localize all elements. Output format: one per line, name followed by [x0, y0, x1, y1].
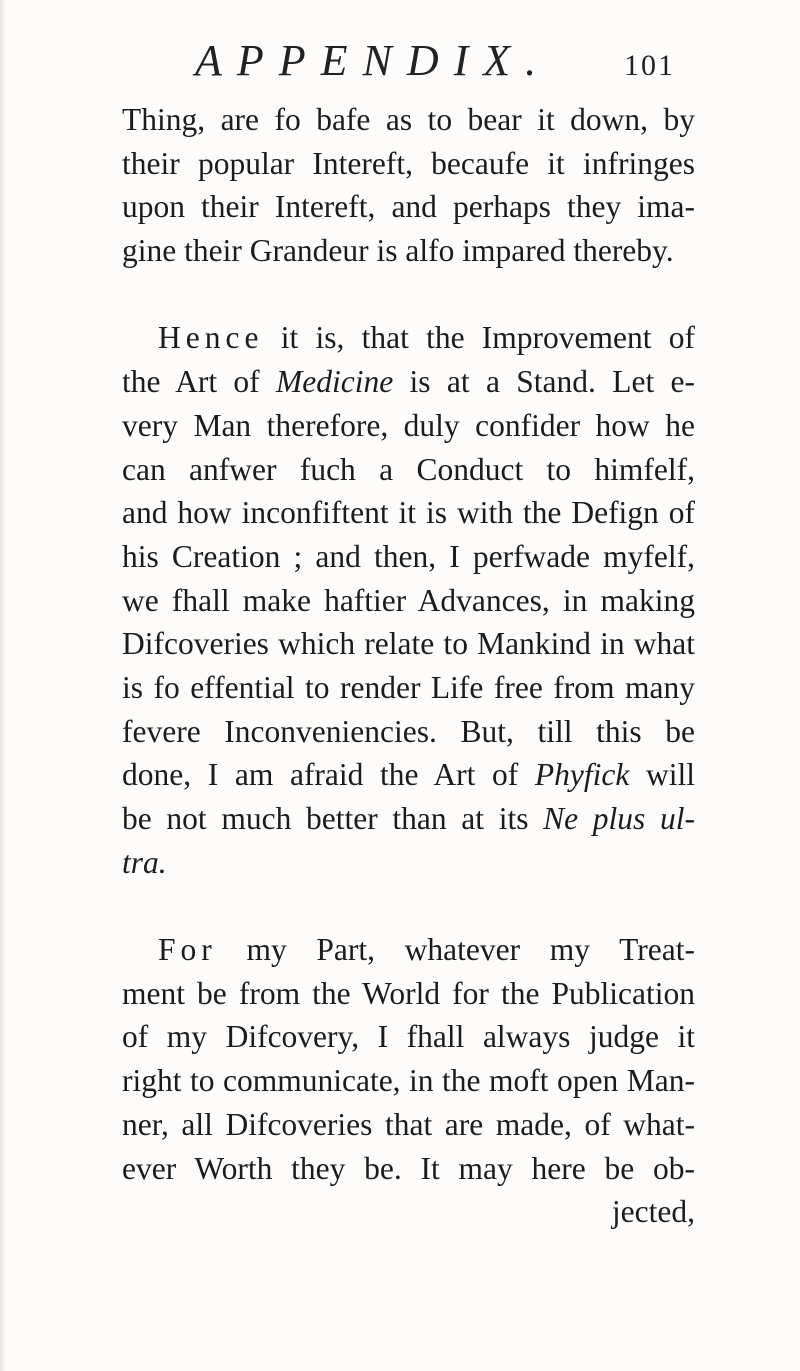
text-line: gine their Grandeur is alfo impared thereby. — [122, 233, 674, 269]
text-run: is at a Stand. Let e- — [393, 364, 696, 400]
text-run: the Art of — [122, 364, 276, 400]
text-line: of my Difcovery, I fhall always judge it — [122, 1019, 695, 1055]
text-line: can anfwer fuch a Conduct to himfelf, — [122, 451, 695, 487]
text-line: ever Worth they be. It may here be ob- — [122, 1150, 695, 1186]
italic-run: Phyfick — [534, 757, 630, 793]
text-line: very Man therefore, duly confider how he — [122, 407, 695, 443]
text-run: my Part, whatever my Treat- — [216, 932, 695, 968]
text-run: it is, that the Improvement of — [263, 320, 695, 356]
text-line: fevere Inconveniencies. But, till this be — [122, 713, 695, 749]
text-line — [122, 360, 695, 404]
text-line: right to communicate, in the moft open Man- — [122, 1063, 695, 1099]
text-line: ment be from the World for the Publication — [122, 975, 695, 1011]
text-run: done, I am afraid the Art of — [122, 757, 535, 793]
text-run: be not much better than at its — [122, 801, 544, 836]
text-line: and how inconfiftent it is with the Defign of — [122, 495, 695, 531]
text-line: Difcoveries which relate to Mankind in what — [122, 626, 695, 662]
page-header — [195, 35, 675, 95]
page-number: 101 — [624, 49, 675, 82]
text-run: will — [629, 757, 695, 793]
text-line — [122, 753, 695, 797]
text-line — [122, 797, 695, 841]
text-line: we fhall make haftier Advances, in making — [122, 582, 695, 618]
text-line: ner, all Difcoveries that are made, of what- — [122, 1106, 695, 1142]
text-line — [122, 928, 695, 972]
paragraph-gap — [122, 273, 695, 317]
body-text — [122, 98, 695, 1234]
text-line: upon their Intereft, and perhaps they ima- — [122, 189, 695, 225]
small-caps-opening: For — [158, 932, 217, 968]
text-line — [122, 316, 695, 360]
gutter-shadow — [0, 0, 6, 1371]
running-title: APPENDIX. — [195, 36, 552, 85]
text-line: tra. — [122, 844, 167, 880]
italic-run: Ne plus ul- — [543, 801, 695, 836]
italic-run: Medicine — [276, 364, 394, 400]
text-line: Thing, are fo bafe as to bear it down, by — [122, 102, 695, 137]
small-caps-opening: Hence — [158, 320, 264, 356]
text-line: their popular Intereft, becaufe it infringes — [122, 145, 695, 181]
text-line: his Creation ; and then, I perfwade myfelf, — [122, 538, 695, 574]
catchword: jected, — [611, 1194, 695, 1230]
paragraph-gap — [122, 884, 695, 928]
text-line: is fo effential to render Life free from many — [122, 669, 695, 705]
